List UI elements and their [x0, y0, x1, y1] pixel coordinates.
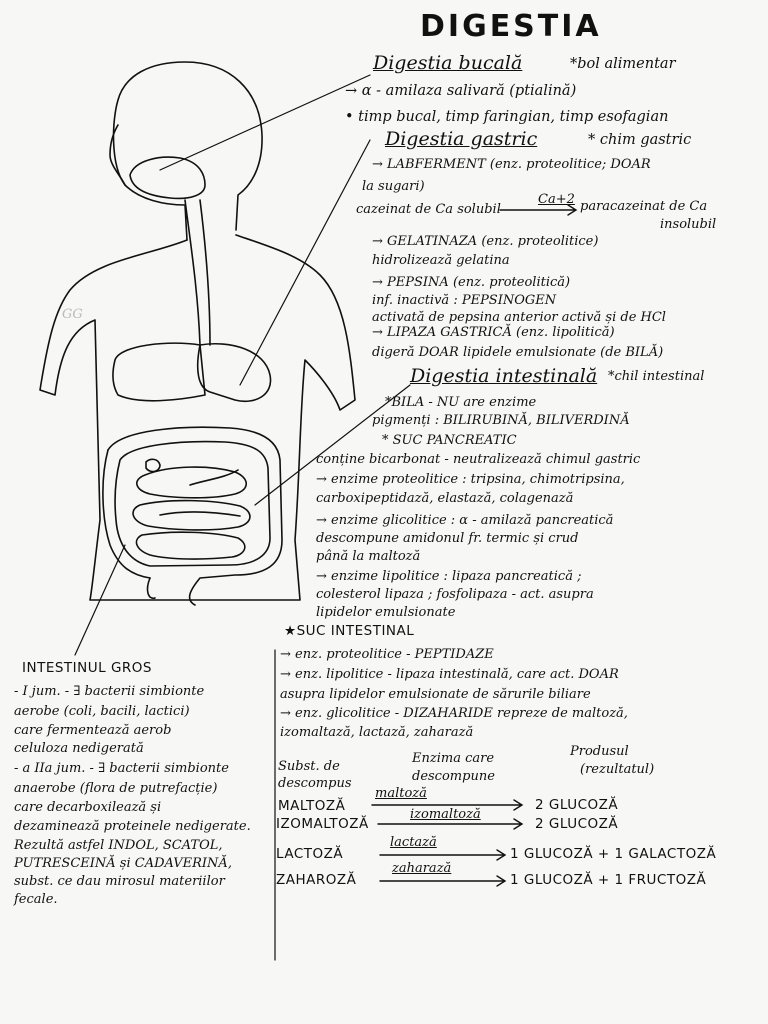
table-row-2-substrate: IZOMALTOZĂ — [276, 816, 369, 832]
table-row-3-substrate: LACTOZĂ — [276, 846, 344, 862]
intestinal-line-6: până la maltoză — [316, 549, 421, 564]
intestinal-heading: Digestia intestinală — [410, 365, 598, 387]
gastric-lipaza-2: digeră DOAR lipidele emulsionate (de BILĂ) — [372, 345, 664, 360]
intestinal-line-7: → enzime lipolitice : lipaza pancreatică ; — [316, 569, 582, 584]
gastric-pepsina: → PEPSINA (enz. proteolitică) — [372, 275, 571, 290]
gastric-pepsina-2: inf. inactivă : PEPSINOGEN — [372, 293, 557, 308]
gastric-gelatinaza: → GELATINAZA (enz. proteolitice) — [372, 234, 599, 249]
gastric-cazeinat-right-2: insolubil — [660, 217, 717, 232]
intestinal-line-3: carboxipeptidază, elastază, colagenază — [316, 491, 574, 506]
table-col1-header-b: descompus — [278, 776, 352, 791]
table-row-3-enzyme: lactază — [390, 835, 437, 850]
intestinal-line-9: lipidelor emulsionate — [316, 605, 456, 620]
bucala-note: *bol alimentar — [570, 56, 676, 72]
table-col1-header-a: Subst. de — [278, 759, 340, 774]
gros-line-8: dezaminează proteinele nedigerate. — [14, 819, 251, 834]
gros-line-6: anaerobe (flora de putrefacție) — [14, 781, 218, 796]
gros-line-5: - a IIa jum. - ∃ bacterii simbionte — [14, 761, 229, 776]
table-row-2-product: 2 GLUCOZĂ — [535, 816, 619, 832]
gastric-cazeinat-left: cazeinat de Ca solubil — [356, 202, 501, 217]
suc-intestinal-line-4: → enz. glicolitice - DIZAHARIDE repreze de maltoză, — [280, 706, 628, 721]
suc-intestinal-heading: ★SUC INTESTINAL — [284, 623, 415, 639]
gastric-pepsina-3: activată de pepsina anterior activă și de HCl — [372, 310, 666, 325]
gros-line-4: celuloza nedigerată — [14, 741, 144, 756]
gastric-lipaza: → LIPAZA GASTRICĂ (enz. lipolitică) — [372, 325, 615, 340]
intestinal-note: *chil intestinal — [608, 369, 705, 384]
suc-intestinal-line-5: izomaltază, lactază, zaharază — [280, 725, 474, 740]
gastric-labferment-2: la sugari) — [362, 179, 425, 194]
table-row-3-product: 1 GLUCOZĂ + 1 GALACTOZĂ — [510, 846, 717, 862]
intestinal-line-2: → enzime proteolitice : tripsina, chimotripsina, — [316, 472, 625, 487]
gros-line-1: - I jum. - ∃ bacterii simbionte — [14, 684, 205, 699]
gros-line-3: care fermentează aerob — [14, 723, 172, 738]
table-row-1-substrate: MALTOZĂ — [278, 798, 346, 814]
table-row-4-substrate: ZAHAROZĂ — [276, 872, 357, 888]
gastric-gelatinaza-2: hidrolizează gelatina — [372, 253, 510, 268]
gastric-note: * chim gastric — [588, 132, 692, 148]
page-title: DIGESTIA — [420, 9, 602, 44]
table-col2-header-a: Enzima care — [412, 751, 495, 766]
intestinal-line-4: → enzime glicolitice : α - amilază pancreatică — [316, 513, 614, 528]
bucala-line-2: • timp bucal, timp faringian, timp esofagian — [345, 109, 669, 125]
table-row-4-product: 1 GLUCOZĂ + 1 FRUCTOZĂ — [510, 872, 707, 888]
bucala-heading: Digestia bucală — [373, 52, 523, 74]
intestinal-line-5: descompune amidonul fr. termic și crud — [316, 531, 579, 546]
intestinal-bila: *BILA - NU are enzime — [385, 395, 537, 410]
gros-line-12: fecale. — [14, 892, 58, 907]
gastric-heading: Digestia gastric — [385, 128, 538, 150]
suc-intestinal-line-3: asupra lipidelor emulsionate de sărurile biliare — [280, 687, 591, 702]
intestinal-line-8: colesterol lipaza ; fosfolipaza - act. asupra — [316, 587, 594, 602]
gastric-labferment: → LABFERMENT (enz. proteolitice; DOAR — [372, 157, 651, 172]
gros-line-11: subst. ce dau mirosul materiilor — [14, 874, 225, 889]
table-row-4-enzyme: zaharază — [392, 861, 452, 876]
pencil-mark: GG — [62, 307, 83, 322]
bucala-line-1: → α - amilaza salivară (ptialină) — [345, 83, 577, 99]
gastric-cazeinat-arrow-label: Ca+2 — [538, 192, 575, 207]
intestinal-suc-pancreatic: * SUC PANCREATIC — [382, 433, 517, 448]
gastric-cazeinat-right: paracazeinat de Ca — [580, 199, 708, 214]
table-col3-header-a: Produsul — [570, 744, 629, 759]
table-row-2-enzyme: izomaltoză — [410, 807, 481, 822]
gros-line-7: care decarboxilează și — [14, 800, 162, 815]
suc-intestinal-line-1: → enz. proteolitice - PEPTIDAZE — [280, 647, 494, 662]
intestinal-pigmenti: pigmenți : BILIRUBINĂ, BILIVERDINĂ — [372, 413, 630, 428]
table-row-1-product: 2 GLUCOZĂ — [535, 797, 619, 813]
table-col3-header-b: (rezultatul) — [580, 762, 655, 777]
gros-line-9: Rezultă astfel INDOL, SCATOL, — [14, 838, 223, 853]
gros-line-2: aerobe (coli, bacili, lactici) — [14, 704, 190, 719]
gros-heading: INTESTINUL GROS — [22, 660, 152, 676]
table-col2-header-b: descompune — [412, 769, 495, 784]
gros-line-10: PUTRESCEINĂ și CADAVERINĂ, — [14, 856, 232, 871]
intestinal-line-1: conține bicarbonat - neutralizează chimul gastric — [316, 452, 641, 467]
table-row-1-enzyme: maltoză — [375, 786, 427, 801]
suc-intestinal-line-2: → enz. lipolitice - lipaza intestinală, care act. DOAR — [280, 667, 619, 682]
